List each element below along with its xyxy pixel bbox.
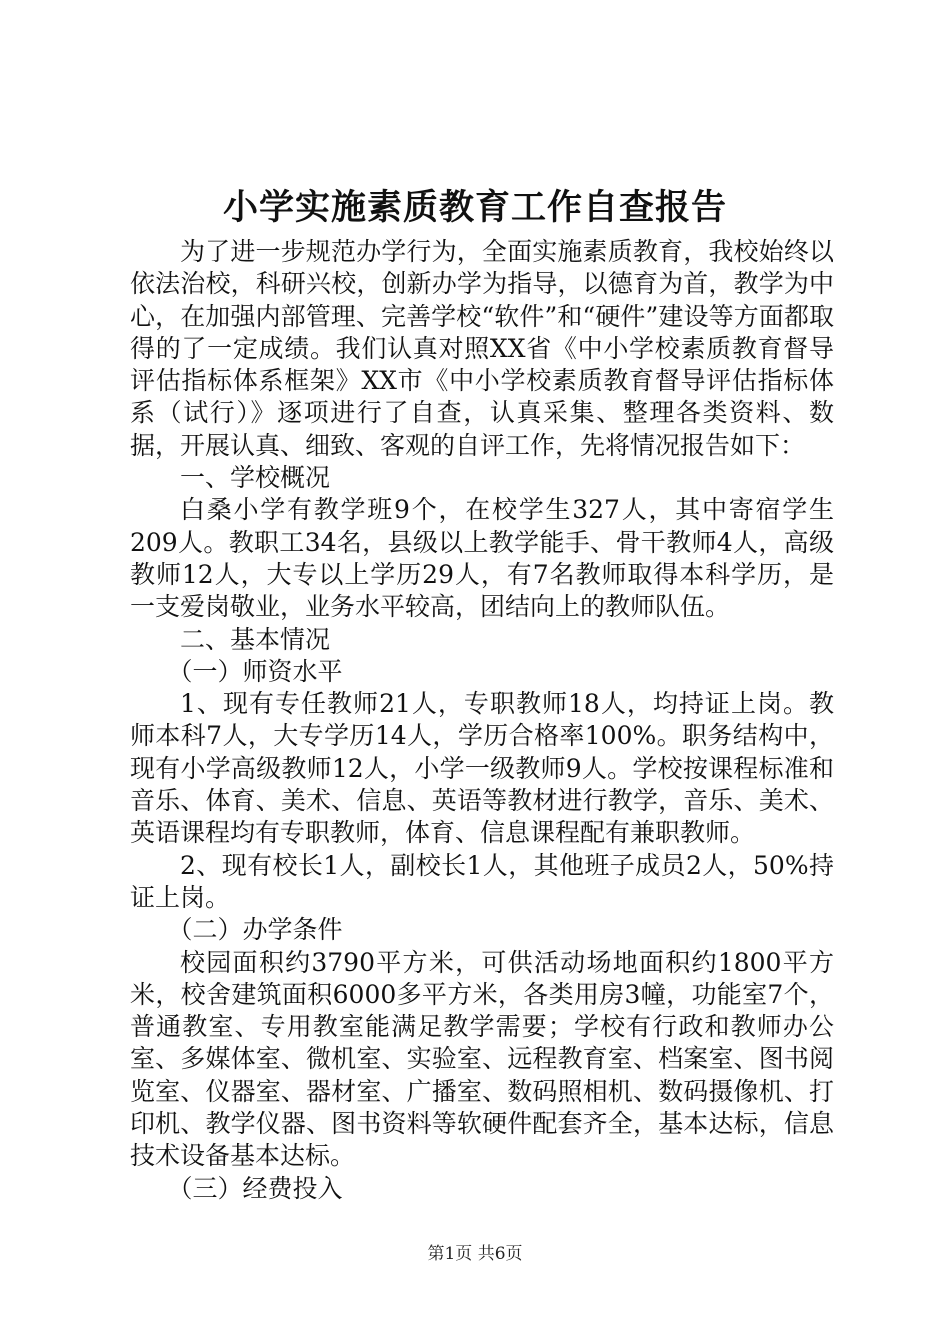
section-heading-basic-situation: 二、基本情况 <box>180 624 331 654</box>
section-heading-school-overview: 一、学校概况 <box>180 463 331 493</box>
document-body <box>130 236 834 1205</box>
subsection-heading-funding: （三）经费投入 <box>167 1173 343 1203</box>
intro-paragraph: 为了进一步规范办学行为，全面实施素质教育，我校始终以依法治校，科研兴校，创新办学为指导，以德育为首，教学为中心，在加强内部管理、完善学校“软件”和“硬件”建设等方面都取得的了一定成绩。我们认真对照XX省《中小学校素质教育督导评估指标体系框架》XX市《中小学校素质教育督导评估指标体系（试行）》逐项进行了自查，认真采集、整理各类资料、数据，开展认真、细致、客观的自评工作，先将情况报告如下： <box>130 237 834 460</box>
document-title: 小学实施素质教育工作自查报告 <box>222 187 727 228</box>
teachers-paragraph-2: 2、现有校长1人，副校长1人，其他班子成员2人，50%持证上岗。 <box>130 850 834 912</box>
conditions-paragraph: 校园面积约3790平方米，可供活动场地面积约1800平方米，校舍建筑面积6000多平方米，各类用房3幢，功能室7个，普通教室、专用教室能满足教学需要；学校有行政和教师办公室、多媒体室、微机室、实验室、远程教育室、档案室、图书阅览室、仪器室、器材室、广播室、数码照相机、数码摄像机、打印机、教学仪器、图书资料等软硬件配套齐全，基本达标，信息技术设备基本达标。 <box>130 947 834 1171</box>
subsection-heading-conditions: （二）办学条件 <box>167 915 343 945</box>
page-footer: 第1页 共6页 <box>427 1244 523 1264</box>
teachers-paragraph-1: 1、现有专任教师21人，专职教师18人，均持证上岗。教师本科7人，大专学历14人，学历合格率100%。职务结构中，现有小学高级教师12人，小学一级教师9人。学校按课程标准和音乐、体育、美术、信息、英语等教材进行教学，音乐、美术、英语课程均有专职教师，体育、信息课程配有兼职教师。 <box>130 689 834 848</box>
subsection-heading-teachers: （一）师资水平 <box>167 656 343 686</box>
school-overview-paragraph: 白桑小学有教学班9个，在校学生327人，其中寄宿学生209人。教职工34名，县级以上教学能手、骨干教师4人，高级教师12人，大专以上学历29人，有7名教师取得本科学历，是一支爱岗敬业，业务水平较高，团结向上的教师队伍。 <box>130 495 834 622</box>
